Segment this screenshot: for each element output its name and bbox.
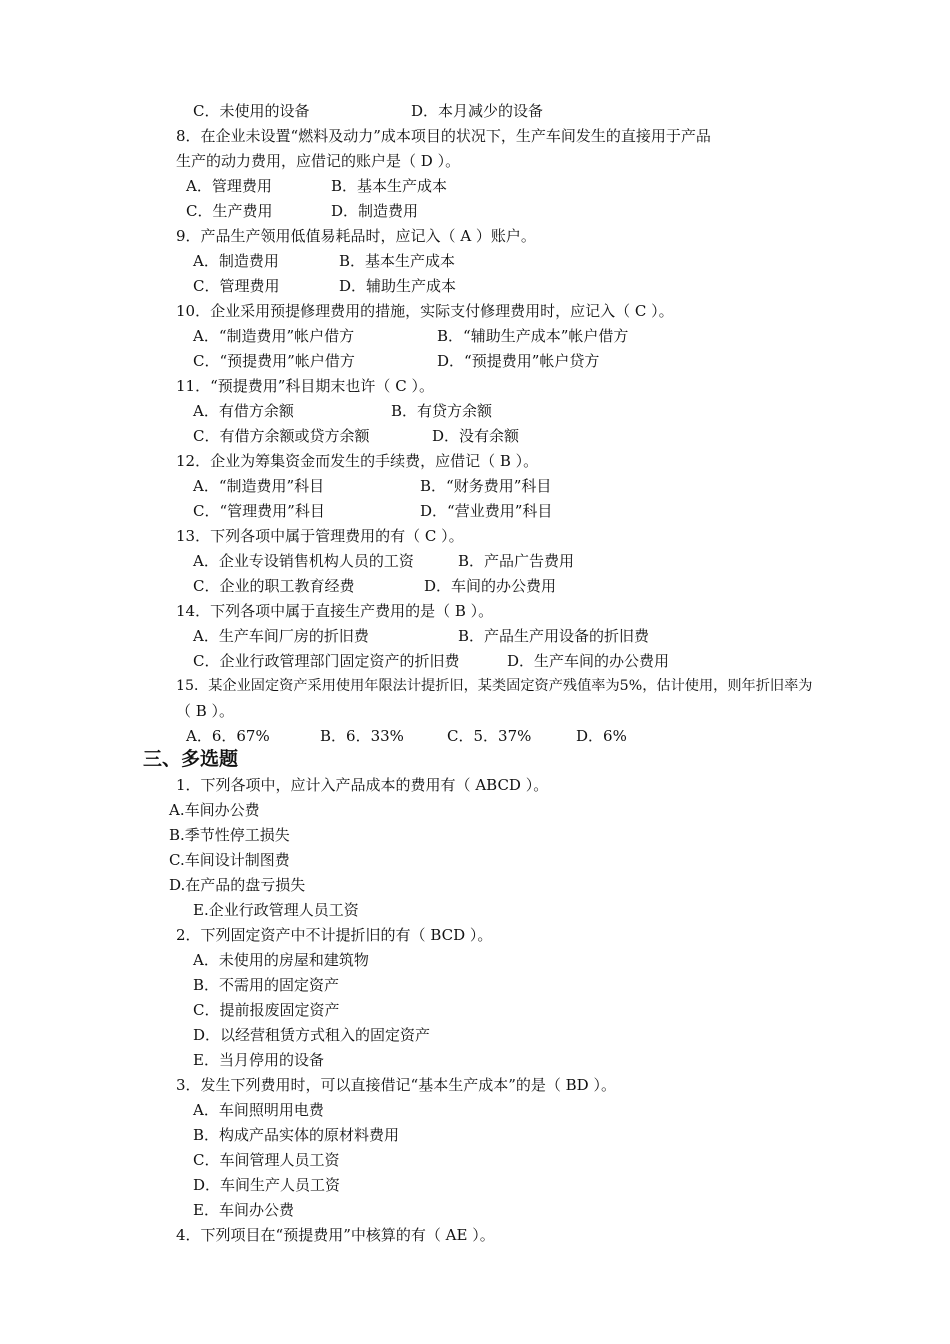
option-line: D．以经营租赁方式租入的固定资产 [193,1026,431,1044]
option-line: C．企业的职工教育经费 [193,577,355,595]
option-line: C．生产费用 [186,202,273,220]
question-line: 4．下列项目在“预提费用”中核算的有（ AE ）。 [176,1226,495,1244]
option-line: C．有借方余额或贷方余额 [193,427,370,445]
question-line: 8．在企业未设置“燃料及动力”成本项目的状况下，生产车间发生的直接用于产品 [176,127,711,145]
option-line: B．构成产品实体的原材料费用 [193,1126,400,1144]
question-line: 9．产品生产领用低值易耗品时，应记入（ A ）账户。 [176,227,536,245]
option-line: C．“管理费用”科目 [193,502,325,520]
option-line: A．企业专设销售机构人员的工资 [193,552,414,570]
question-line: 11．“预提费用”科目期末也许（ C ）。 [176,377,434,395]
question-line: 3．发生下列费用时，可以直接借记“基本生产成本”的是（ BD ）。 [176,1076,616,1094]
option-line: B．基本生产成本 [331,177,448,195]
option-line: B．产品生产用设备的折旧费 [458,627,650,645]
option-line: C．提前报废固定资产 [193,1001,340,1019]
question-line: 1．下列各项中，应计入产品成本的费用有（ ABCD ）。 [176,776,549,794]
question-line: 13．下列各项中属于管理费用的有（ C ）。 [176,527,464,545]
option-line: A．“制造费用”帐户借方 [193,327,355,345]
option-line: D．制造费用 [331,202,419,220]
option-line: D．本月减少的设备 [411,102,544,120]
option-line: B．6．33% [320,727,404,745]
option-line: C．未使用的设备 [193,102,310,120]
option-line: A．车间照明用电费 [193,1101,324,1119]
option-line: B．有贷方余额 [391,402,493,420]
option-line: E．车间办公费 [193,1201,294,1219]
option-line: E．当月停用的设备 [193,1051,324,1069]
option-line: D.在产品的盘亏损失 [169,876,306,894]
option-line: C．车间管理人员工资 [193,1151,340,1169]
question-line: （ B ）。 [176,702,235,720]
option-line: C．5．37% [447,727,532,745]
option-line: A．“制造费用”科目 [193,477,325,495]
option-line: D．车间生产人员工资 [193,1176,341,1194]
option-line: D．6% [576,727,627,745]
question-line: 生产的动力费用，应借记的账户是（ D ）。 [176,152,461,170]
option-line: B．产品广告费用 [458,552,575,570]
option-line: D．车间的办公费用 [424,577,557,595]
option-line: C．“预提费用”帐户借方 [193,352,355,370]
section-title: 三、多选题 [143,748,239,770]
question-line: 15．某企业固定资产采用使用年限法计提折旧，某类固定资产残值率为5%，估计使用，则年折旧率为 [176,678,813,694]
option-line: D．辅助生产成本 [339,277,457,295]
option-line: A．制造费用 [193,252,279,270]
option-line: E.企业行政管理人员工资 [193,901,359,919]
option-line: A.车间办公费 [169,801,260,819]
option-line: B．基本生产成本 [339,252,456,270]
option-line: A．生产车间厂房的折旧费 [193,627,369,645]
option-line: C．企业行政管理部门固定资产的折旧费 [193,652,460,670]
question-line: 12．企业为筹集资金而发生的手续费，应借记（ B ）。 [176,452,539,470]
option-line: A．管理费用 [186,177,272,195]
option-line: B．不需用的固定资产 [193,976,340,994]
option-line: C．管理费用 [193,277,280,295]
option-line: A．6．67% [186,727,270,745]
question-line: 2．下列固定资产中不计提折旧的有（ BCD ）。 [176,926,493,944]
option-line: B.季节性停工损失 [169,826,290,844]
option-line: D．“预提费用”帐户贷方 [437,352,600,370]
option-line: C.车间设计制图费 [169,851,290,869]
option-line: A．有借方余额 [193,402,294,420]
option-line: D．“营业费用”科目 [420,502,553,520]
option-line: D．生产车间的办公费用 [507,652,670,670]
option-line: A．未使用的房屋和建筑物 [193,951,369,969]
option-line: D．没有余额 [432,427,520,445]
question-line: 14．下列各项中属于直接生产费用的是（ B ）。 [176,602,494,620]
question-line: 10．企业采用预提修理费用的措施，实际支付修理费用时，应记入（ C ）。 [176,302,674,320]
option-line: B．“辅助生产成本”帐户借方 [437,327,629,345]
option-line: B．“财务费用”科目 [420,477,552,495]
